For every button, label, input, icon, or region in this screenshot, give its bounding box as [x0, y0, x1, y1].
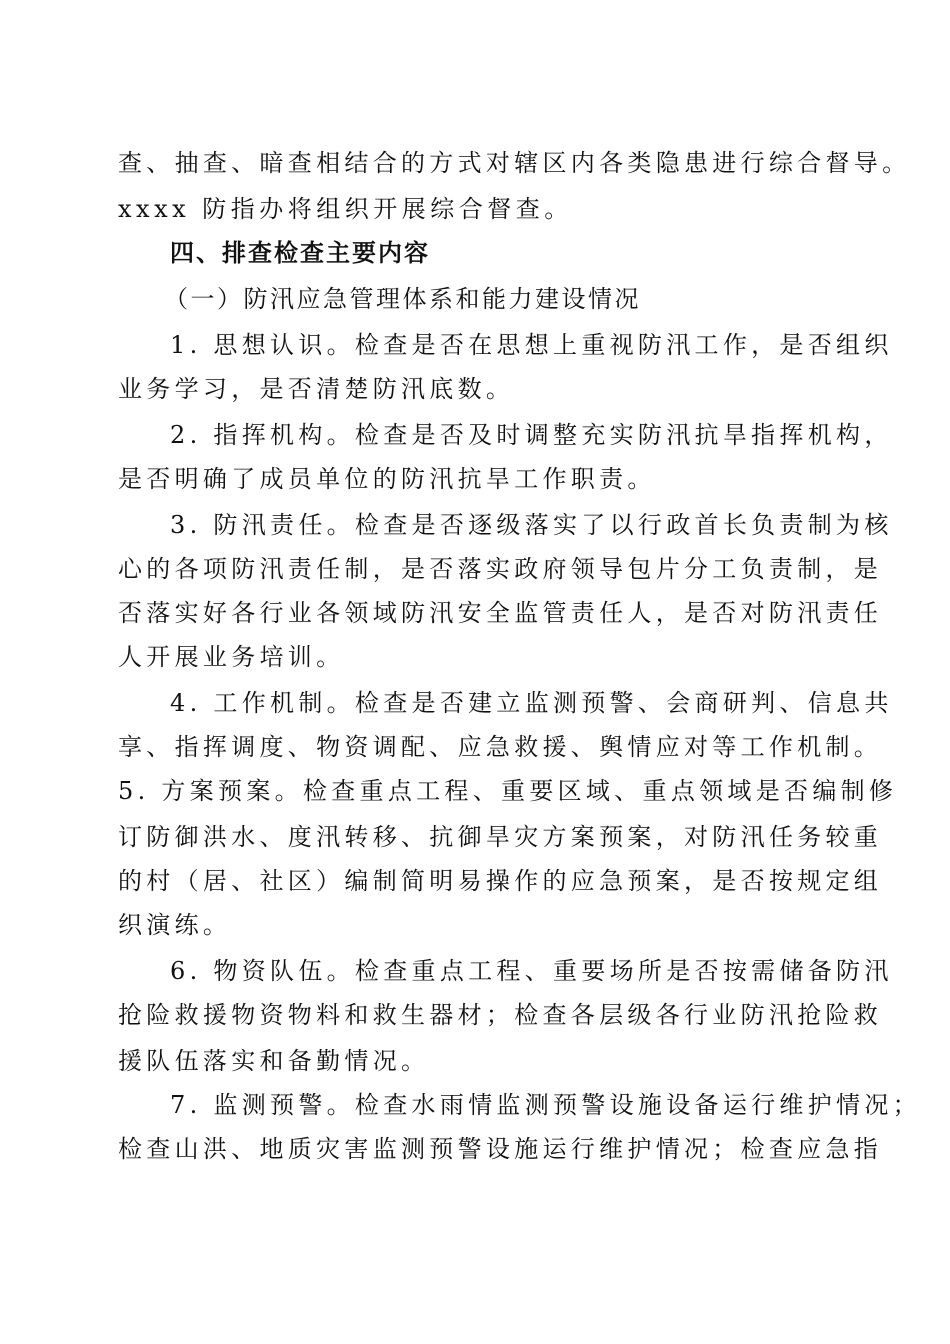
text-line: 的村（居、社区）编制简明易操作的应急预案，是否按规定组	[118, 867, 883, 895]
text-line: 2. 指挥机构。检查是否及时调整充实防汛抗旱指挥机构，	[170, 421, 893, 449]
text-line: 7. 监测预警。检查水雨情监测预警设施设备运行维护情况；	[170, 1091, 921, 1119]
text-line: 4. 工作机制。检查是否建立监测预警、会商研判、信息共	[170, 689, 893, 717]
text-line: 织演练。	[118, 911, 232, 939]
text-line: xxxx 防指办将组织开展综合督查。	[118, 195, 573, 223]
text-line: 6. 物资队伍。检查重点工程、重要场所是否按需储备防汛	[170, 957, 893, 985]
text-line: 订防御洪水、度汛转移、抗御旱灾方案预案，对防汛任务较重	[118, 823, 883, 851]
text-line: 心的各项防汛责任制，是否落实政府领导包片分工负责制，是	[118, 555, 883, 583]
text-line: 享、指挥调度、物资调配、应急救援、舆情应对等工作机制。	[118, 733, 883, 761]
text-line: 人开展业务培训。	[118, 643, 345, 671]
text-line: 检查山洪、地质灾害监测预警设施运行维护情况；检查应急指	[118, 1135, 883, 1163]
section-heading: 四、排查检查主要内容	[170, 239, 430, 267]
text-line: 5. 方案预案。检查重点工程、重要区域、重点领域是否编制修	[118, 777, 898, 805]
subsection-heading: （一）防汛应急管理体系和能力建设情况	[164, 285, 641, 313]
text-line: 1. 思想认识。检查是否在思想上重视防汛工作，是否组织	[170, 331, 893, 359]
text-line: 是否明确了成员单位的防汛抗旱工作职责。	[118, 465, 656, 493]
text-line: 3. 防汛责任。检查是否逐级落实了以行政首长负责制为核	[170, 511, 893, 539]
text-line: 业务学习，是否清楚防汛底数。	[118, 375, 515, 403]
text-line: 援队伍落实和备勤情况。	[118, 1047, 430, 1075]
text-line: 抢险救援物资物料和救生器材；检查各层级各行业防汛抢险救	[118, 1001, 883, 1029]
text-line: 查、抽查、暗查相结合的方式对辖区内各类隐患进行综合督导。	[118, 149, 911, 177]
text-line: 否落实好各行业各领域防汛安全监管责任人，是否对防汛责任	[118, 599, 883, 627]
